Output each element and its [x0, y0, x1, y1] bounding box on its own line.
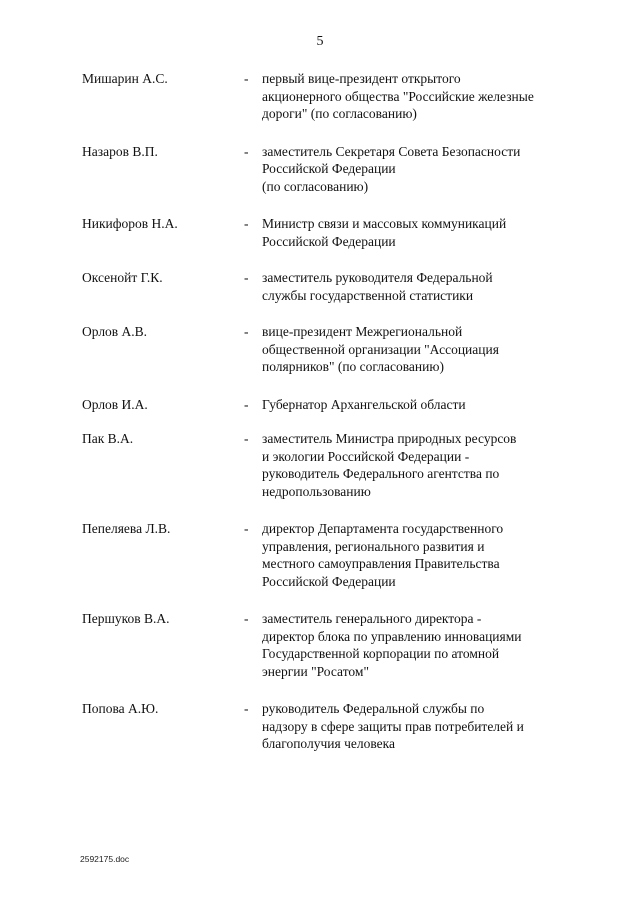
entry-pepelyaeva — [82, 520, 582, 590]
entry-position: заместитель Секретаря Совета Безопасности Российской Федерации (по согласованию) — [262, 143, 521, 194]
entry-oksenoyt — [82, 269, 582, 304]
entry-nikiforov — [82, 215, 582, 250]
entry-name: Орлов А.В. — [82, 324, 148, 339]
entry-name: Попова А.Ю. — [82, 701, 159, 716]
entries-list — [82, 70, 582, 753]
entry-orlov-av — [82, 323, 582, 376]
entry-dash: - — [244, 701, 249, 716]
entry-dash: - — [244, 270, 249, 285]
entry-name: Назаров В.П. — [82, 143, 158, 159]
entry-dash: - — [244, 143, 249, 159]
entry-position: руководитель Федеральной службы по надзору в сфере защиты прав потребителей и благополучия человека — [262, 701, 524, 751]
entry-dash: - — [244, 71, 249, 86]
entry-dash: - — [244, 324, 249, 339]
entry-orlov-ia — [82, 396, 582, 414]
entry-name: Пак В.А. — [82, 431, 134, 446]
entry-position: заместитель руководителя Федеральной службы государственной статистики — [262, 270, 493, 303]
entry-name: Мишарин А.С. — [82, 71, 168, 86]
entry-name: Никифоров Н.А. — [82, 216, 178, 231]
entry-dash: - — [244, 611, 249, 626]
entry-position: заместитель генерального директора - директор блока по управлению инновациями Государственной корпорации по атомной энергии "Росатом" — [262, 611, 522, 679]
entry-popova — [82, 700, 582, 753]
entry-dash: - — [244, 216, 249, 231]
entry-pershukov — [82, 610, 582, 680]
entry-misharin — [82, 70, 582, 123]
entry-name: Орлов И.А. — [82, 396, 148, 412]
entry-nazarov — [82, 143, 582, 196]
entry-position: вице-президент Межрегиональной общественной организации "Ассоциация полярников" (по согласованию) — [262, 324, 499, 374]
entry-name: Першуков В.А. — [82, 611, 170, 626]
entry-position: Губернатор Архангельской области — [262, 396, 466, 412]
entry-position: первый вице-президент открытого акционерного общества "Российские железные дороги" (по согласованию) — [262, 71, 534, 121]
entry-position: директор Департамента государственного управления, регионального развития и местного самоуправления Правительства Российской Федерации — [262, 521, 504, 589]
file-name-footer: 2592175.doc — [80, 854, 130, 864]
entry-dash: - — [244, 521, 249, 536]
entry-name: Оксенойт Г.К. — [82, 270, 163, 285]
entry-position: Министр связи и массовых коммуникаций Российской Федерации — [262, 216, 507, 249]
entry-pak — [82, 430, 582, 500]
page-number: 5 — [316, 34, 324, 49]
entry-position: заместитель Министра природных ресурсов и экологии Российской Федерации - руководитель Федерального агентства по недропользованию — [262, 431, 517, 499]
entry-name: Пепеляева Л.В. — [82, 521, 171, 536]
entry-dash: - — [244, 396, 249, 412]
entry-dash: - — [244, 431, 249, 446]
